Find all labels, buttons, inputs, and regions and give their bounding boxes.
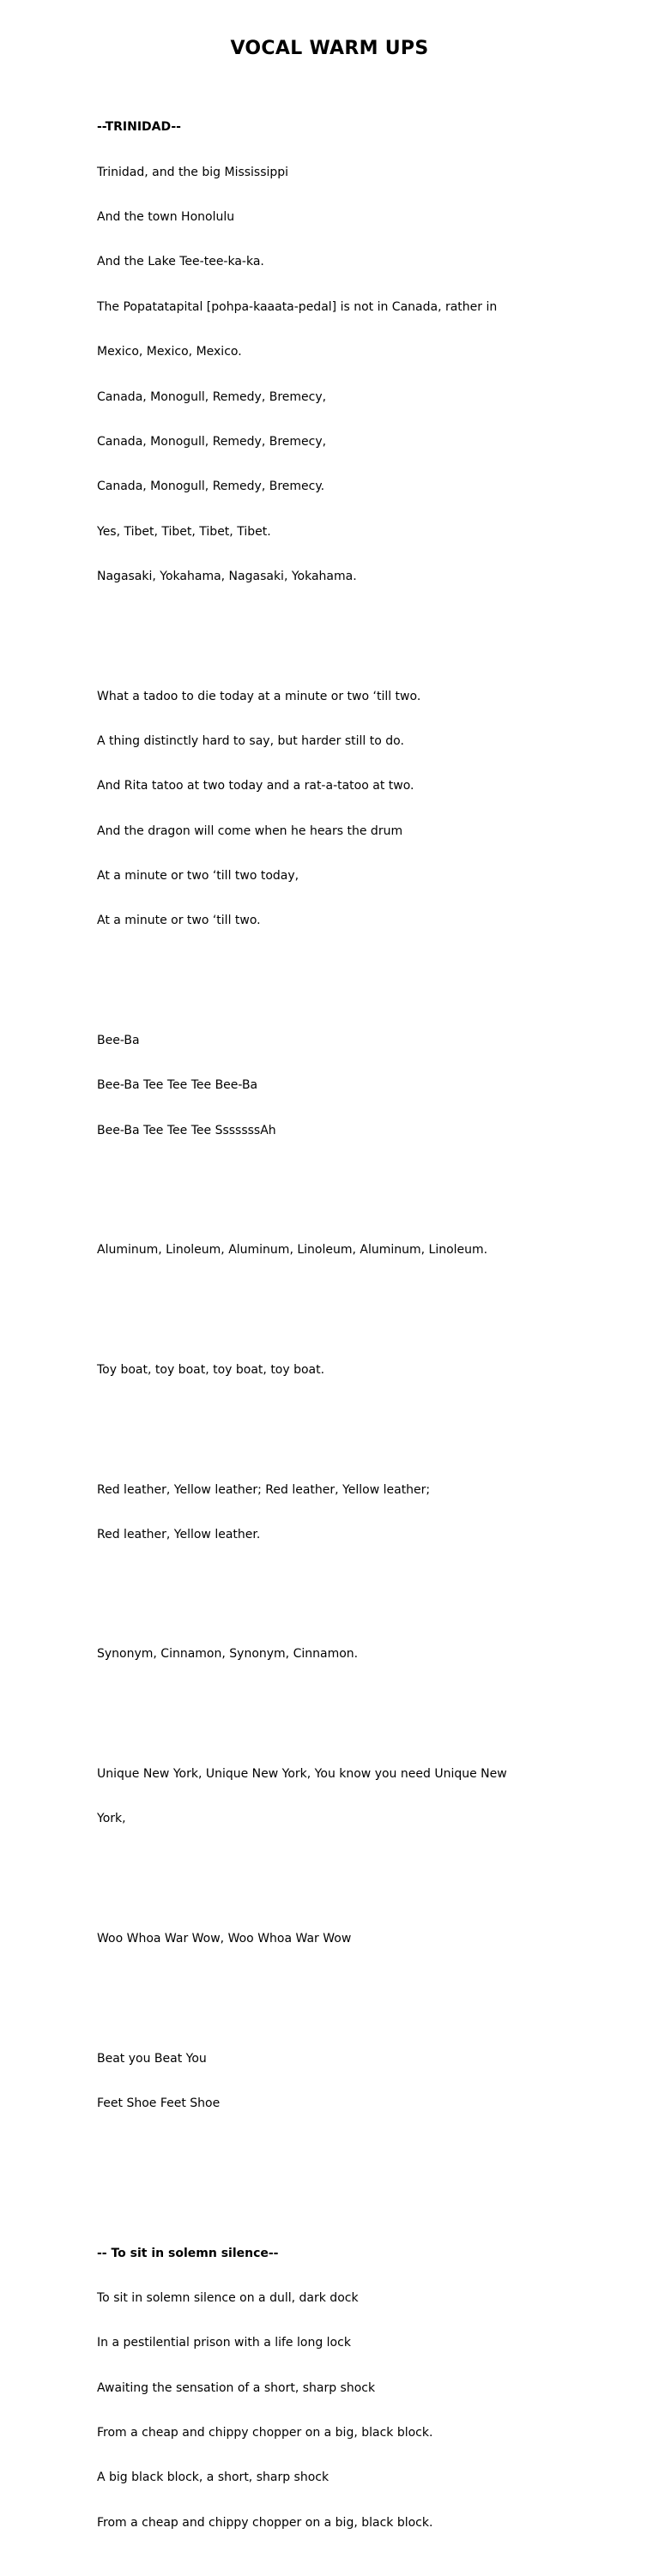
text-line: Red leather, Yellow leather. xyxy=(97,1527,261,1541)
text-line: From a cheap and chippy chopper on a big, black block. xyxy=(97,2515,433,2530)
section-heading-trinidad: --TRINIDAD-- xyxy=(97,120,181,135)
text-line: Feet Shoe Feet Shoe xyxy=(97,2096,221,2111)
text-line: Toy boat, toy boat, toy boat, toy boat. xyxy=(97,1362,325,1377)
text-line: Woo Whoa War Wow, Woo Whoa War Wow xyxy=(97,1932,352,1946)
paragraph-gap xyxy=(97,1707,552,1722)
text-line: What a tadoo to die today at a minute or two ‘till two. xyxy=(97,689,421,703)
text-line: York, xyxy=(97,1812,126,1826)
text-line: Bee-Ba Tee Tee Tee SssssssAh xyxy=(97,1123,276,1137)
text-line: At a minute or two ‘till two. xyxy=(97,914,261,928)
text-line: Unique New York, Unique New York, You know you need Unique New xyxy=(97,1767,507,1782)
text-line: Nagasaki, Yokahama, Nagasaki, Yokahama. xyxy=(97,569,357,583)
paragraph-gap xyxy=(97,630,552,644)
text-line: Canada, Monogull, Remedy, Bremecy, xyxy=(97,434,327,449)
text-line: Yes, Tibet, Tibet, Tibet, Tibet. xyxy=(97,524,271,539)
text-line: And the town Honolulu xyxy=(97,210,235,225)
text-line: Synonym, Cinnamon, Synonym, Cinnamon. xyxy=(97,1647,359,1662)
text-line: Beat you Beat You xyxy=(97,2051,207,2066)
paragraph-gap xyxy=(97,1992,552,2006)
text-line: Mexico, Mexico, Mexico. xyxy=(97,345,242,359)
paragraph-gap xyxy=(97,1872,552,1886)
text-line: Bee-Ba Tee Tee Tee Bee-Ba xyxy=(97,1078,258,1093)
text-line: Canada, Monogull, Remedy, Bremecy. xyxy=(97,480,325,494)
text-line: In a pestilential prison with a life long lock xyxy=(97,2336,351,2350)
text-line: Aluminum, Linoleum, Aluminum, Linoleum, Aluminum, Linoleum. xyxy=(97,1243,488,1258)
text-line: A thing distinctly hard to say, but harder still to do. xyxy=(97,733,404,748)
section-gap xyxy=(97,2157,552,2201)
text-line: Canada, Monogull, Remedy, Bremecy, xyxy=(97,389,327,404)
section-heading-solemn-silence: -- To sit in solemn silence-- xyxy=(97,2246,279,2260)
text-line: A big black block, a short, sharp shock xyxy=(97,2470,330,2485)
text-line: Red leather, Yellow leather; Red leather, Yellow leather; xyxy=(97,1482,431,1497)
document-title: VOCAL WARM UPS xyxy=(230,38,429,59)
text-line: Bee-Ba xyxy=(97,1033,140,1047)
paragraph-gap xyxy=(97,1303,552,1318)
text-line: And Rita tatoo at two today and a rat-a-tatoo at two. xyxy=(97,779,414,793)
text-line: Awaiting the sensation of a short, sharp shock xyxy=(97,2380,376,2395)
paragraph-gap xyxy=(97,1184,552,1198)
text-line: And the dragon will come when he hears the drum xyxy=(97,823,403,838)
text-line: To sit in solemn silence on a dull, dark dock xyxy=(97,2290,359,2305)
text-line: The Popatatapital [pohpa-kaaata-pedal] is not in Canada, rather in xyxy=(97,299,498,314)
text-line: Trinidad, and the big Mississippi xyxy=(97,165,289,179)
paragraph-gap xyxy=(97,974,552,988)
document-body xyxy=(97,75,552,2576)
paragraph-gap xyxy=(97,1423,552,1438)
paragraph-gap xyxy=(97,1588,552,1602)
text-line: And the Lake Tee-tee-ka-ka. xyxy=(97,255,264,269)
text-line: At a minute or two ‘till two today, xyxy=(97,869,299,883)
text-line: From a cheap and chippy chopper on a big, black block. xyxy=(97,2425,433,2440)
